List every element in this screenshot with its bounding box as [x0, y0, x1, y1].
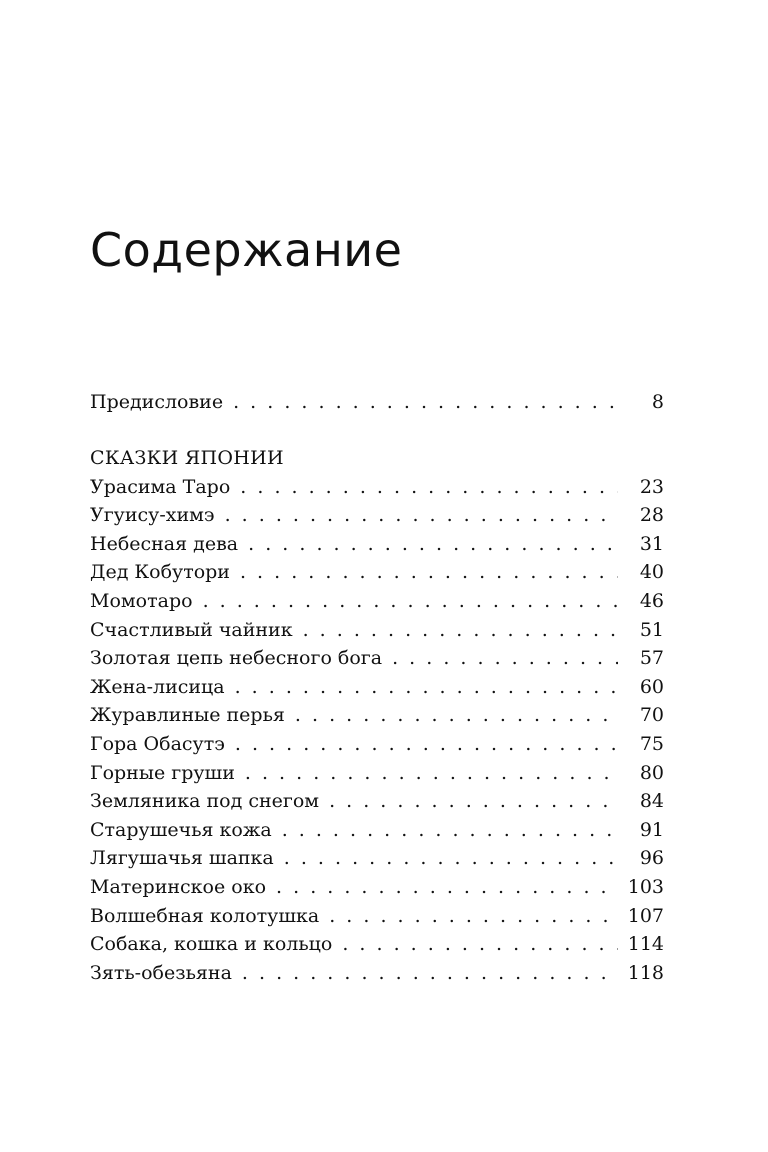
toc-entry-page: 96 — [639, 847, 664, 870]
toc-dot-leader — [282, 816, 618, 845]
toc-dot-leader — [235, 673, 618, 702]
toc-entry-title: Старушечья кожа — [90, 818, 272, 841]
toc-entry-title: Волшебная колотушка — [90, 904, 320, 927]
toc-dot-leader — [276, 873, 618, 902]
toc-entry-title: Небесная дева — [90, 532, 239, 555]
toc-entry-page: 40 — [639, 561, 664, 584]
toc-entry[interactable] — [90, 673, 664, 702]
toc-preface — [90, 388, 664, 417]
toc-entry-page: 107 — [627, 904, 664, 927]
toc-entry-title: Золотая цепь небесного бога — [90, 647, 383, 670]
toc-dot-leader — [203, 587, 618, 616]
toc-entry-page: 51 — [639, 618, 664, 641]
toc-entry[interactable] — [90, 787, 664, 816]
toc-entry-title: Урасима Таро — [90, 475, 231, 498]
toc-entry-title: Журавлиные перья — [90, 704, 285, 727]
toc-entry[interactable] — [90, 558, 664, 587]
toc-dot-leader — [235, 730, 618, 759]
toc-entry[interactable] — [90, 902, 664, 931]
toc-dot-leader — [233, 388, 618, 417]
toc-entry-page: 28 — [639, 504, 664, 527]
toc-entry[interactable] — [90, 873, 664, 902]
toc-dot-leader — [240, 558, 618, 587]
toc-entry-page: 46 — [639, 589, 664, 612]
toc-entry-title: Дед Кобутори — [90, 561, 230, 584]
toc-entry-page: 31 — [639, 532, 664, 555]
toc-entry-page: 91 — [639, 818, 664, 841]
toc-entry[interactable] — [90, 616, 664, 645]
toc-entry-page: 8 — [651, 391, 664, 413]
toc-entry[interactable] — [90, 587, 664, 616]
toc-entry[interactable] — [90, 959, 664, 988]
toc-entry[interactable] — [90, 759, 664, 788]
toc-entry-page: 23 — [639, 475, 664, 498]
toc-entry-title: Горные груши — [90, 761, 235, 784]
toc-entry-page: 84 — [639, 790, 664, 813]
toc-entry-preface[interactable] — [90, 388, 664, 417]
toc-entry[interactable] — [90, 730, 664, 759]
section-heading: СКАЗКИ ЯПОНИИ — [90, 447, 284, 469]
toc-entry-page: 60 — [639, 675, 664, 698]
toc-entry-title: Собака, кошка и кольцо — [90, 933, 333, 956]
toc-dot-leader — [284, 844, 618, 873]
toc-dot-leader — [295, 701, 618, 730]
toc-entry-page: 80 — [639, 761, 664, 784]
toc-entry[interactable] — [90, 473, 664, 502]
page-title: Содержание — [90, 223, 403, 277]
toc-entry-list — [90, 473, 664, 988]
toc-dot-leader — [342, 930, 618, 959]
toc-entry-title: Материнское око — [90, 875, 267, 898]
toc-dot-leader — [245, 759, 618, 788]
toc-entry[interactable] — [90, 644, 664, 673]
toc-dot-leader — [242, 959, 618, 988]
toc-entry-title: Гора Обасутэ — [90, 732, 225, 755]
toc-entry-title: Угуису-химэ — [90, 504, 215, 527]
toc-entry-page: 114 — [627, 933, 664, 956]
toc-dot-leader — [329, 787, 618, 816]
toc-dot-leader — [329, 902, 618, 931]
toc-entry-title: Лягушачья шапка — [90, 847, 274, 870]
toc-entry[interactable] — [90, 530, 664, 559]
toc-entry-title: Зять-обезьяна — [90, 961, 232, 984]
toc-entry-page: 57 — [639, 647, 664, 670]
toc-dot-leader — [225, 501, 618, 530]
toc-entry-page: 75 — [639, 732, 664, 755]
toc-entry-title: Жена-лисица — [90, 675, 225, 698]
toc-entry[interactable] — [90, 844, 664, 873]
toc-dot-leader — [240, 473, 618, 502]
toc-entry-title: Счастливый чайник — [90, 618, 293, 641]
toc-entry-page: 103 — [627, 875, 664, 898]
toc-entry-title: Предисловие — [90, 391, 224, 413]
toc-entry-title: Земляника под снегом — [90, 790, 320, 813]
toc-entry[interactable] — [90, 816, 664, 845]
toc-dot-leader — [303, 616, 618, 645]
toc-entry-page: 70 — [639, 704, 664, 727]
toc-entry-page: 118 — [627, 961, 664, 984]
toc-entry-title: Момотаро — [90, 589, 193, 612]
toc-entry[interactable] — [90, 501, 664, 530]
toc-dot-leader — [392, 644, 618, 673]
toc-dot-leader — [248, 530, 618, 559]
toc-entry[interactable] — [90, 701, 664, 730]
toc-entry[interactable] — [90, 930, 664, 959]
toc-section — [90, 444, 664, 987]
